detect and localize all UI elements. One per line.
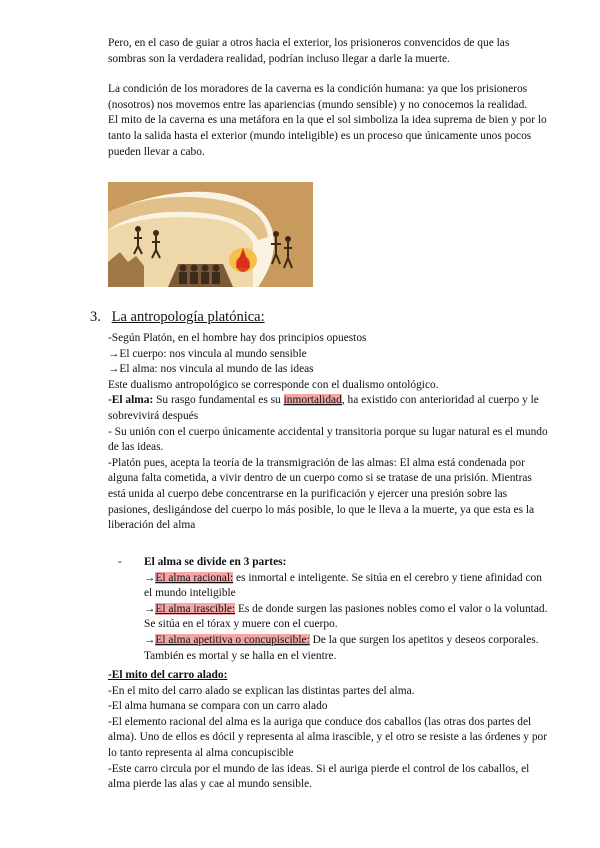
carro-heading: -El mito del carro alado:: [108, 669, 228, 681]
paragraph-alma: [108, 393, 548, 424]
line-principles: -Según Platón, en el hombre hay dos principios opuestos: [108, 332, 367, 344]
alma-label: -El alma:: [108, 394, 154, 407]
part-irascible: [108, 602, 548, 633]
paragraph-intro-1: Pero, en el caso de guiar a otros hacia el exterior, los prisioneros convencidos de que las sombras son la verdadera realidad, podrían incluso llegar a darle la muerte.: [108, 37, 510, 65]
carro-section: [108, 668, 548, 793]
carro-line: -El alma humana se compara con un carro alado: [108, 700, 328, 713]
alma-text-b: , ha existido con anterioridad al cuerpo y le sobrevivirá después: [108, 394, 539, 422]
cave-illustration: [108, 182, 313, 287]
part-racional: [108, 571, 548, 602]
carro-line: -En el mito del carro alado se explican las distintas partes del alma.: [108, 684, 415, 697]
section-heading: [90, 310, 265, 326]
alma-text-a: Su rasgo fundamental es su: [153, 394, 284, 407]
part-arrow: →: [144, 571, 156, 584]
line-body: →El cuerpo: nos vincula al mundo sensible: [108, 347, 307, 360]
parts-bullet: [108, 555, 548, 571]
intro-text: [108, 36, 548, 160]
section-title: La antropología platónica:: [111, 309, 265, 325]
part-label: El alma racional:: [155, 571, 234, 584]
part-concupiscible: [108, 633, 548, 664]
paragraph-transmigration: -Platón pues, acepta la teoría de la transmigración de las almas: El alma está condenada por alguna falta cometida, a vivir dentro de un cuerpo como si se tratase de una prisión. Mientras está unida al cuerpo debe concentrarse en la purificación y ejercer una presión sobre las pasiones, desligándose del cuerpo lo más posible, lo que le lleva a la muerte, ya que esta es la liberación del alma: [108, 456, 535, 532]
bullet-dash: -: [118, 556, 122, 568]
paragraph-intro-2: La condición de los moradores de la caverna es la condición humana: ya que los prisioneros (nosotros) nos movemos entre las apariencias (mundo sensible) y no conocemos la realidad.: [108, 83, 528, 111]
paragraph-union: - Su unión con el cuerpo únicamente accidental y transitoria porque su lugar natural es el mundo de las ideas.: [108, 425, 548, 454]
part-arrow: →: [144, 602, 156, 615]
soul-parts: [108, 555, 548, 664]
part-text: Es de donde surgen las pasiones nobles como el valor o la voluntad. Se sitúa en el tórax y muere con el cuerpo.: [144, 602, 548, 631]
part-text: De la que surgen los apetitos y deseos corporales. También es mortal y se halla en el vientre.: [144, 633, 539, 662]
part-label: El alma irascible:: [155, 602, 236, 615]
parts-heading: El alma se divide en 3 partes:: [144, 556, 287, 568]
part-label: El alma apetitiva o concupiscible:: [155, 633, 310, 646]
part-text: es inmortal e inteligente. Se sitúa en el cerebro y tiene afinidad con el mundo inteligible: [144, 571, 542, 600]
line-dualism: Este dualismo antropológico se corresponde con el dualismo ontológico.: [108, 378, 439, 391]
carro-line: -El elemento racional del alma es la auriga que conduce dos caballos (las otras dos partes del alma). Uno de ellos es dócil y representa al alma irascible, y el otro se resiste a las órdenes y por lo tanto representa al alma concupiscible: [108, 715, 548, 759]
paragraph-intro-3: El mito de la caverna es una metáfora en la que el sol simboliza la idea suprema de bien y por lo tanto la salida hasta el exterior (mundo inteligible) es un proceso que únicamente unos pocos pueden llevar a cabo.: [108, 114, 547, 158]
part-arrow: →: [144, 633, 156, 646]
section-number: 3.: [90, 309, 101, 325]
carro-line: -Este carro circula por el mundo de las ideas. Si el auriga pierde el control de los caballos, el alma pierde las alas y cae al mundo sensible.: [108, 762, 530, 791]
line-soul: →El alma: nos vincula al mundo de las ideas: [108, 363, 314, 376]
alma-highlight: inmortalidad: [283, 394, 342, 407]
anthropology-text: [108, 331, 548, 534]
